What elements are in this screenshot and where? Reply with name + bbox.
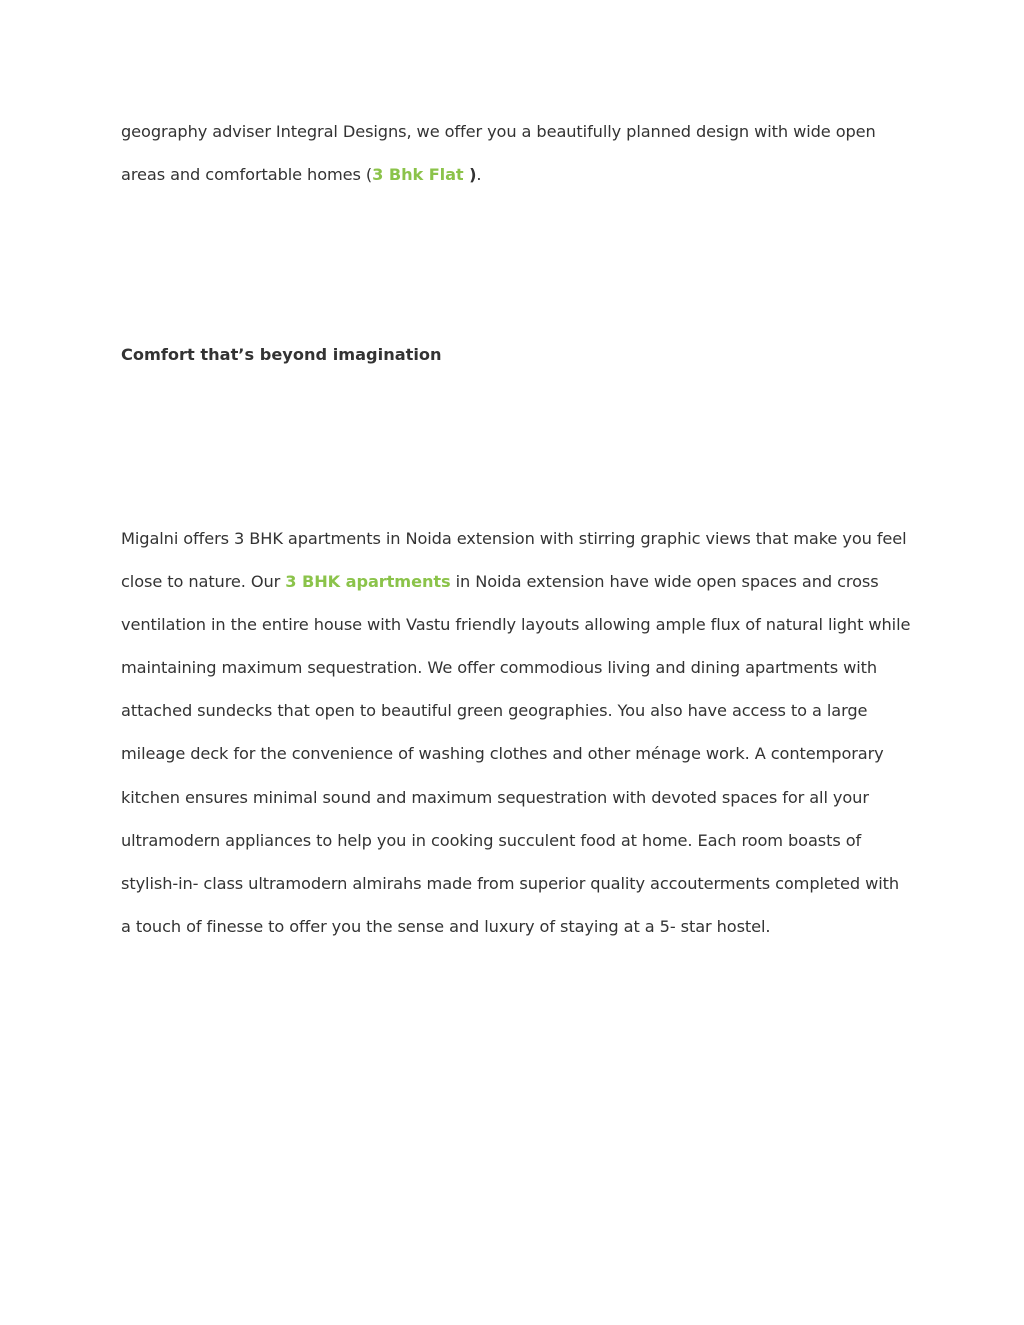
intro-text-after: . bbox=[476, 165, 482, 185]
intro-paragraph bbox=[121, 110, 911, 196]
section-heading: Comfort that’s beyond imagination bbox=[121, 345, 442, 364]
3-bhk-flat-link[interactable]: 3 Bhk Flat bbox=[372, 165, 464, 185]
intro-text-before: geography adviser Integral Designs, we offer you a beautifully planned design with wide open areas and comfortable homes ( bbox=[121, 122, 876, 185]
3-bhk-apartments-link[interactable]: 3 BHK apartments bbox=[285, 572, 451, 592]
body-text-before: Migalni offers 3 BHK apartments in Noida extension with stirring graphic views that make you feel close to nature. Our bbox=[121, 529, 907, 592]
body-text-after: in Noida extension have wide open spaces and cross ventilation in the entire house with Vastu friendly layouts allowing ample flux of natural light while maintaining maximum sequestration. We offer commodious living and dining apartments with attached sundecks that open to beautiful green geographies. You also have access to a large mileage deck for the convenience of washing clothes and other ménage work. A contemporary kitchen ensures minimal sound and maximum sequestration with devoted spaces for all your ultramodern appliances to help you in cooking succulent food at home. Each room boasts of stylish-in- class ultramodern almirahs made from superior quality accouterments completed with a touch of finesse to offer you the sense and luxury of staying at a 5- star hostel. bbox=[121, 572, 911, 936]
intro-paren-close: ) bbox=[463, 165, 477, 185]
body-paragraph bbox=[121, 517, 911, 948]
